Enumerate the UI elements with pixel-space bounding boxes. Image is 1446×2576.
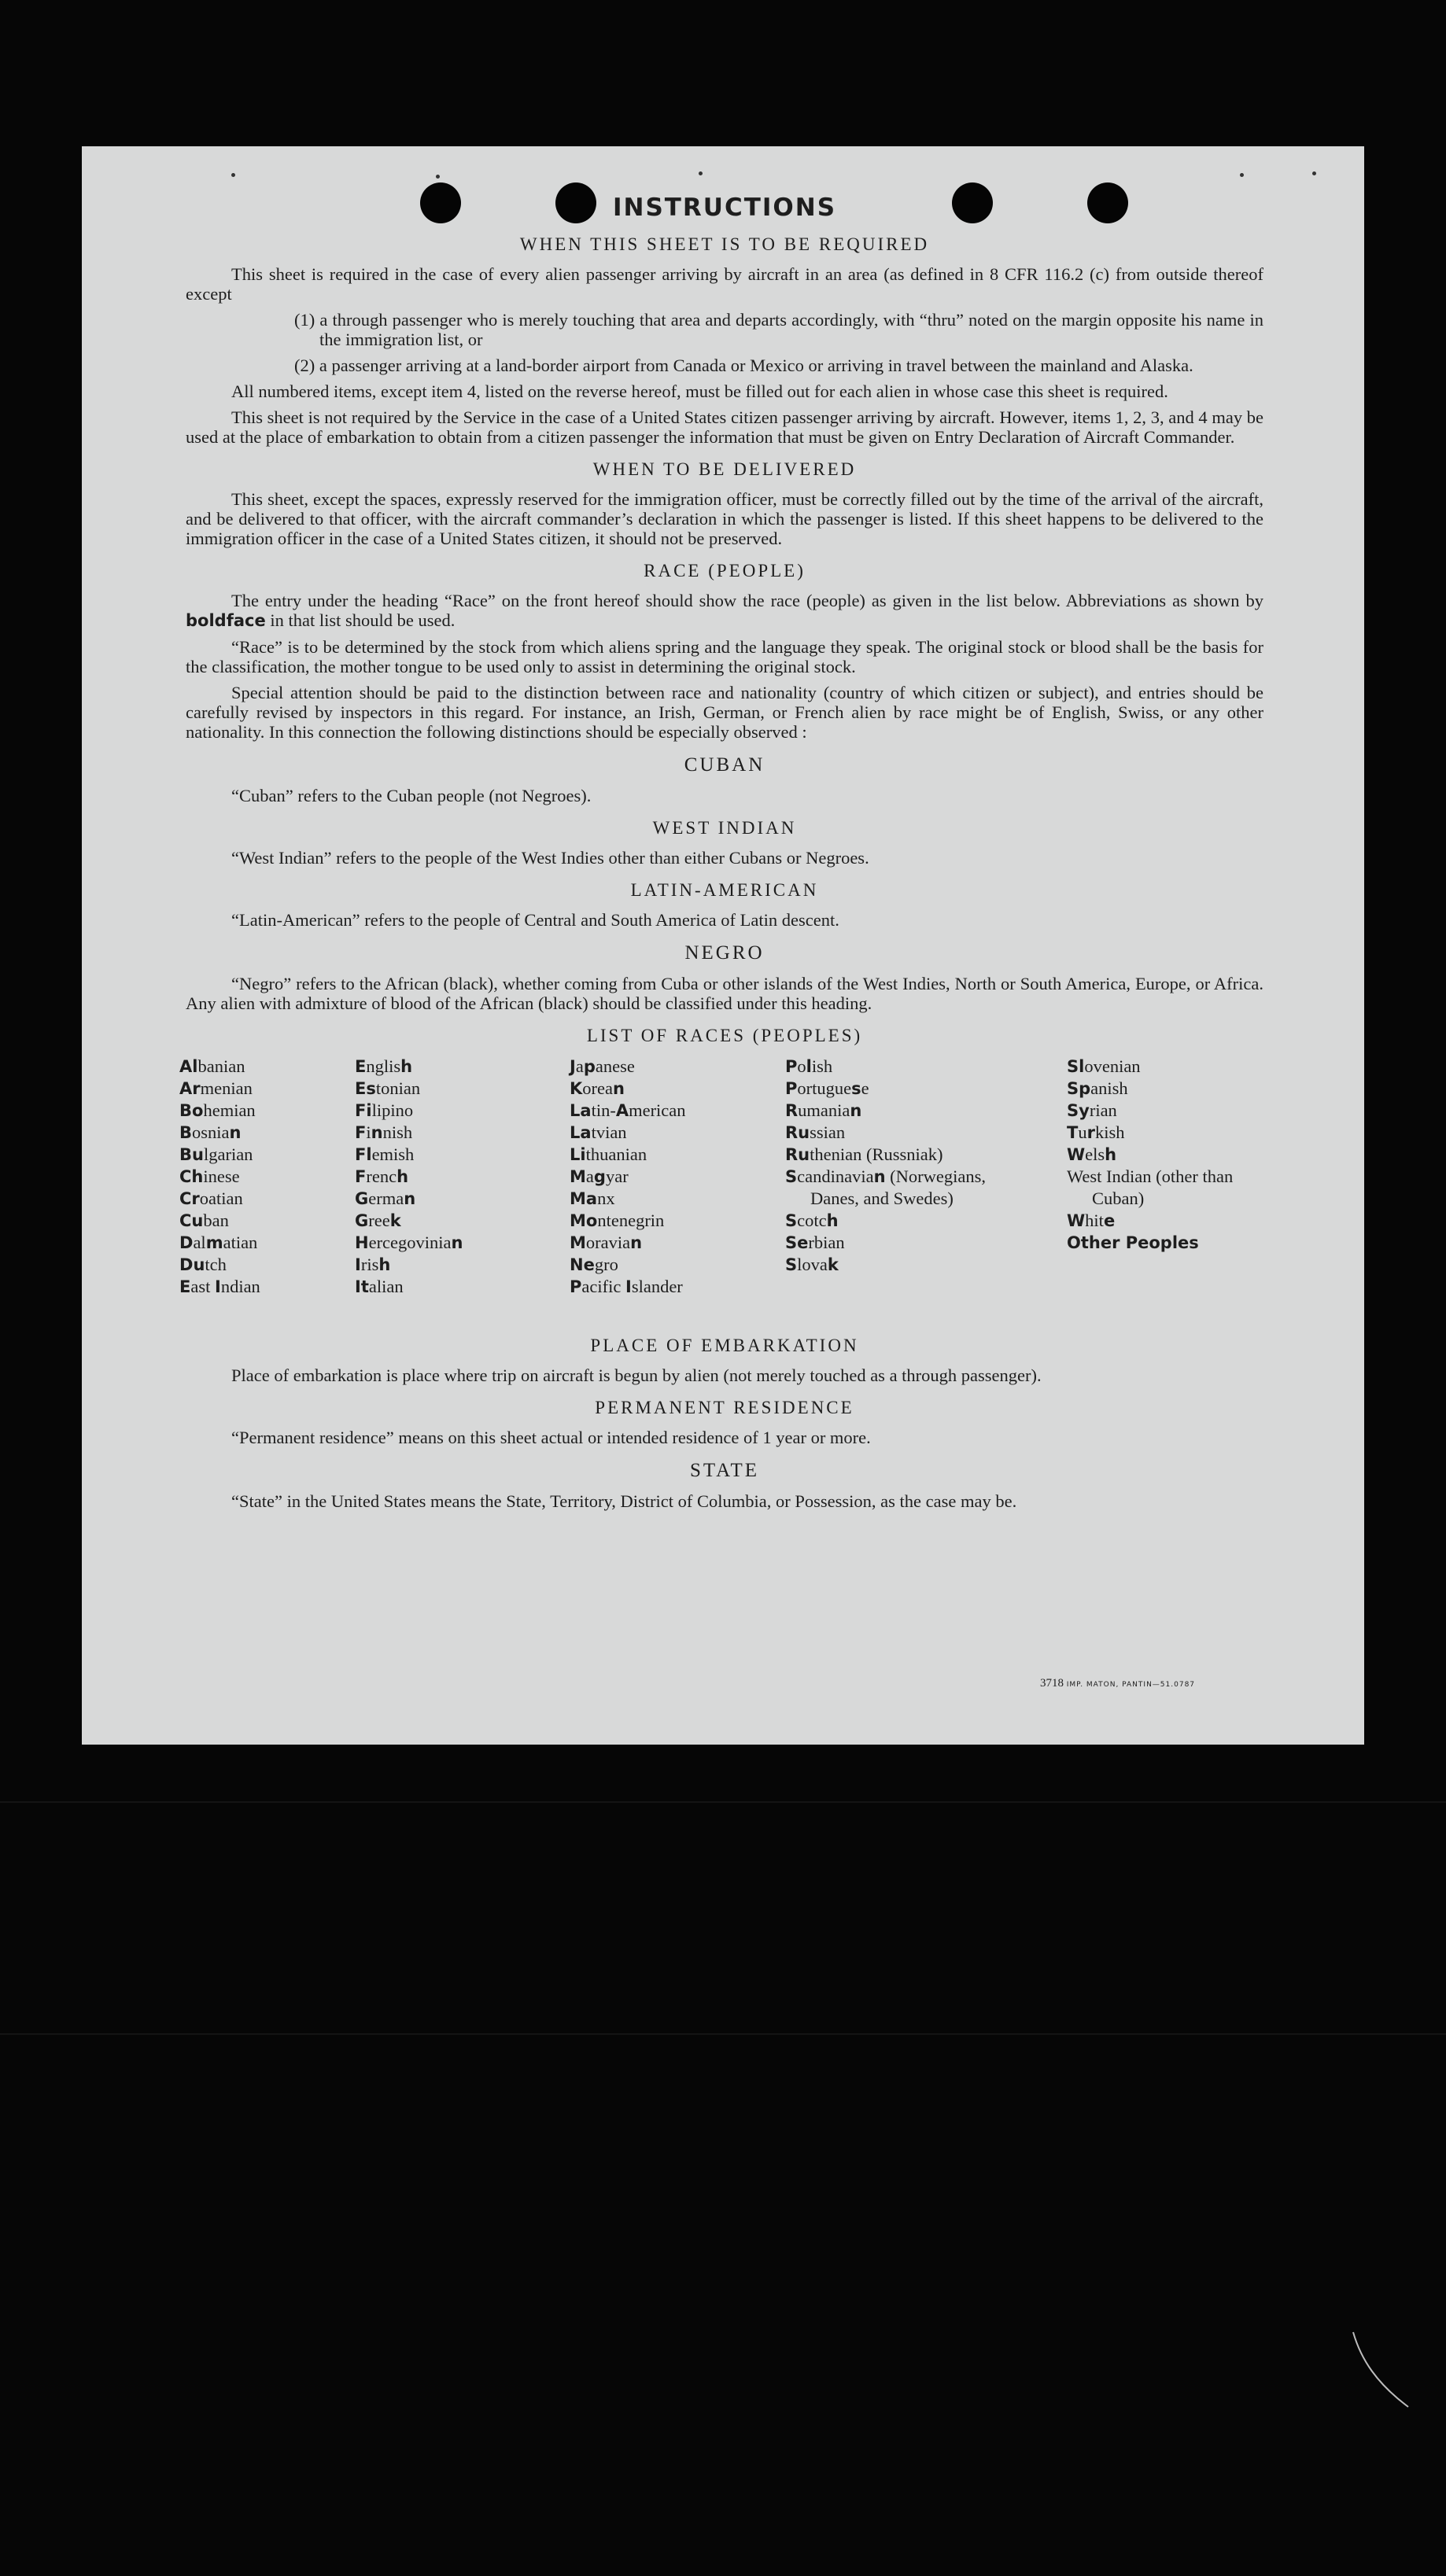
race-entry: Moravian xyxy=(570,1233,643,1252)
speck xyxy=(699,171,703,175)
punch-hole xyxy=(555,182,596,223)
speck xyxy=(436,175,440,179)
race-entry: Albanian xyxy=(179,1056,245,1076)
race-entry: Syrian xyxy=(1067,1100,1117,1120)
race-entry: East Indian xyxy=(179,1277,260,1296)
heading-when-required: WHEN THIS SHEET IS TO BE REQUIRED xyxy=(519,234,930,254)
race-entry: Latvian xyxy=(570,1122,627,1142)
race-entry: Dutch xyxy=(179,1255,227,1274)
race-entry: Flemish xyxy=(355,1144,415,1164)
race-entry: Lithuanian xyxy=(570,1144,647,1164)
numbered-items-paragraph: All numbered items, except item 4, listed on the reverse hereof, must be filled out for each alien in whose case this sheet is required. xyxy=(231,381,1168,401)
race-entry: Chinese xyxy=(179,1166,240,1186)
race-entry: Armenian xyxy=(179,1078,253,1098)
races-column-1 xyxy=(179,1056,345,1298)
state-text: “State” in the United States means the State, Territory, District of Columbia, or Possession, as the case may be. xyxy=(231,1491,1017,1511)
races-column-3 xyxy=(570,1056,774,1298)
heading-west-indian: WEST INDIAN xyxy=(652,818,797,838)
races-column-4 xyxy=(785,1056,1005,1276)
race-entry: Italian xyxy=(355,1277,404,1296)
race-entry: English xyxy=(355,1056,413,1076)
heading-cuban: CUBAN xyxy=(684,754,765,776)
west-indian-definition: “West Indian” refers to the people of the West Indies other than either Cubans or Negroes. xyxy=(231,848,869,868)
race-entry: Turkish xyxy=(1067,1122,1125,1142)
race-entry: Irish xyxy=(355,1255,391,1274)
when-delivered-text: This sheet, except the spaces, expressly reserved for the immigration officer, must be correctly filled out by the time of the arrival of the aircraft, and be delivered to that officer, with the aircraft commander’s declaration in which the passenger is listed. If this sheet happens to be delivered to the immigration officer in the case of a United States citizen, it should not be preserved. xyxy=(186,489,1263,548)
race-entry: Hercegovinian xyxy=(355,1233,463,1252)
race-entry: Ruthenian (Russniak) xyxy=(785,1144,943,1164)
race-entry: Filipino xyxy=(355,1100,414,1120)
printer-imprint: IMP. MATON, PANTIN—51.0787 xyxy=(1066,1681,1196,1689)
speck xyxy=(1240,173,1244,177)
heading-race: RACE (PEOPLE) xyxy=(644,561,806,580)
latin-american-definition: “Latin-American” refers to the people of Central and South America of Latin descent. xyxy=(231,910,839,930)
heading-permanent-residence: PERMANENT RESIDENCE xyxy=(595,1398,854,1417)
race-entry: Japanese xyxy=(570,1056,635,1076)
exception-item-2: (2) a passenger arriving at a land-border airport from Canada or Mexico or arriving in travel between the mainland and Alaska. xyxy=(294,356,1193,375)
race-paragraph-2: “Race” is to be determined by the stock from which aliens spring and the language they speak. The original stock or blood shall be the basis for the classification, the mother tongue to be used only to assist in determining the original stock. xyxy=(186,637,1263,676)
race-paragraph-3: Special attention should be paid to the distinction between race and nationality (country of which citizen or subject), and entries should be carefully revised by inspectors in this regard. For instance, an Irish, German, or French alien by race might be of English, Swiss, or any other nationality. In this connection the following distinctions should be especially observed : xyxy=(186,683,1263,742)
cuban-definition: “Cuban” refers to the Cuban people (not Negroes). xyxy=(231,786,592,805)
race-entry: Spanish xyxy=(1067,1078,1128,1098)
exception-item-1: (1) a through passenger who is merely touching that area and departs accordingly, with “thru” noted on the margin opposite his name in the immigration list, or xyxy=(294,310,1263,349)
scan-scratch xyxy=(1337,2328,1416,2423)
heading-embarkation: PLACE OF EMBARKATION xyxy=(590,1336,859,1355)
races-column-5 xyxy=(1067,1056,1271,1254)
race-entry: Polish xyxy=(785,1056,833,1076)
race-entry: Manx xyxy=(570,1188,615,1208)
race-entry: Slovak xyxy=(785,1255,839,1274)
races-list xyxy=(179,1056,1263,1323)
race-entry: Portuguese xyxy=(785,1078,869,1098)
race-entry: Greek xyxy=(355,1211,401,1230)
punch-hole xyxy=(1087,182,1128,223)
heading-list-of-races: LIST OF RACES (PEOPLES) xyxy=(586,1026,863,1045)
heading-latin-american: LATIN-AMERICAN xyxy=(630,880,819,900)
race-entry: West Indian (other than Cuban) xyxy=(1067,1166,1234,1208)
page-title: INSTRUCTIONS xyxy=(612,193,837,222)
heading-state: STATE xyxy=(690,1460,759,1481)
race-entry: Estonian xyxy=(355,1078,421,1098)
race-entry: Korean xyxy=(570,1078,625,1098)
race-entry: Bulgarian xyxy=(179,1144,253,1164)
punch-hole xyxy=(420,182,461,223)
race-entry: Bohemian xyxy=(179,1100,256,1120)
heading-when-delivered: WHEN TO BE DELIVERED xyxy=(592,459,857,479)
race-entry: Cuban xyxy=(179,1211,229,1230)
punch-hole xyxy=(952,182,993,223)
race-entry: Scotch xyxy=(785,1211,839,1230)
race-entry: White xyxy=(1067,1211,1116,1230)
race-paragraph-1: The entry under the heading “Race” on the front hereof should show the race (people) as given in the list below. Abbreviations as shown by boldface in that list should be used. xyxy=(186,591,1263,630)
negro-definition: “Negro” refers to the African (black), whether coming from Cuba or other islands of the West Indies, North or South America, Europe, or Africa. Any alien with admixture of blood of the African (black) should be classified under this heading. xyxy=(186,974,1263,1013)
race-entry: Magyar xyxy=(570,1166,629,1186)
form-number: 3718 IMP. MATON, PANTIN—51.0787 xyxy=(1040,1677,1196,1690)
race-entry: Montenegrin xyxy=(570,1211,665,1230)
race-entry: French xyxy=(355,1166,409,1186)
race-entry: German xyxy=(355,1188,416,1208)
race-entry: Dalmatian xyxy=(179,1233,258,1252)
citizen-paragraph: This sheet is not required by the Service in the case of a United States citizen passenger arriving by aircraft. However, items 1, 2, 3, and 4 may be used at the place of embarkation to obtain from a citizen passenger the information that must be given on Entry Declaration of Aircraft Commander. xyxy=(186,407,1263,447)
speck xyxy=(231,173,235,177)
race-entry: Latin-American xyxy=(570,1100,686,1120)
race-entry: Bosnian xyxy=(179,1122,242,1142)
race-entry: Finnish xyxy=(355,1122,413,1142)
permanent-residence-text: “Permanent residence” means on this sheet actual or intended residence of 1 year or more. xyxy=(231,1428,871,1447)
embarkation-text: Place of embarkation is place where trip on aircraft is begun by alien (not merely touched as a through passenger). xyxy=(231,1365,1042,1385)
race-entry: Russian xyxy=(785,1122,846,1142)
race-entry: Pacific Islander xyxy=(570,1277,683,1296)
races-column-2 xyxy=(355,1056,559,1298)
speck xyxy=(1312,171,1316,175)
race-entry: Welsh xyxy=(1067,1144,1117,1164)
race-entry: Negro xyxy=(570,1255,618,1274)
race-entry: Rumanian xyxy=(785,1100,862,1120)
heading-negro: NEGRO xyxy=(684,942,765,964)
when-required-intro: This sheet is required in the case of every alien passenger arriving by aircraft in an area (as defined in 8 CFR 116.2 (c) from outside thereof except xyxy=(186,264,1263,304)
instruction-sheet xyxy=(82,146,1364,1745)
race-entry: Other Peoples xyxy=(1067,1233,1199,1252)
race-entry: Serbian xyxy=(785,1233,845,1252)
race-entry: Croatian xyxy=(179,1188,243,1208)
race-entry: Slovenian xyxy=(1067,1056,1141,1076)
race-entry: Scandinavian (Norwegians, Danes, and Swedes) xyxy=(785,1166,986,1208)
